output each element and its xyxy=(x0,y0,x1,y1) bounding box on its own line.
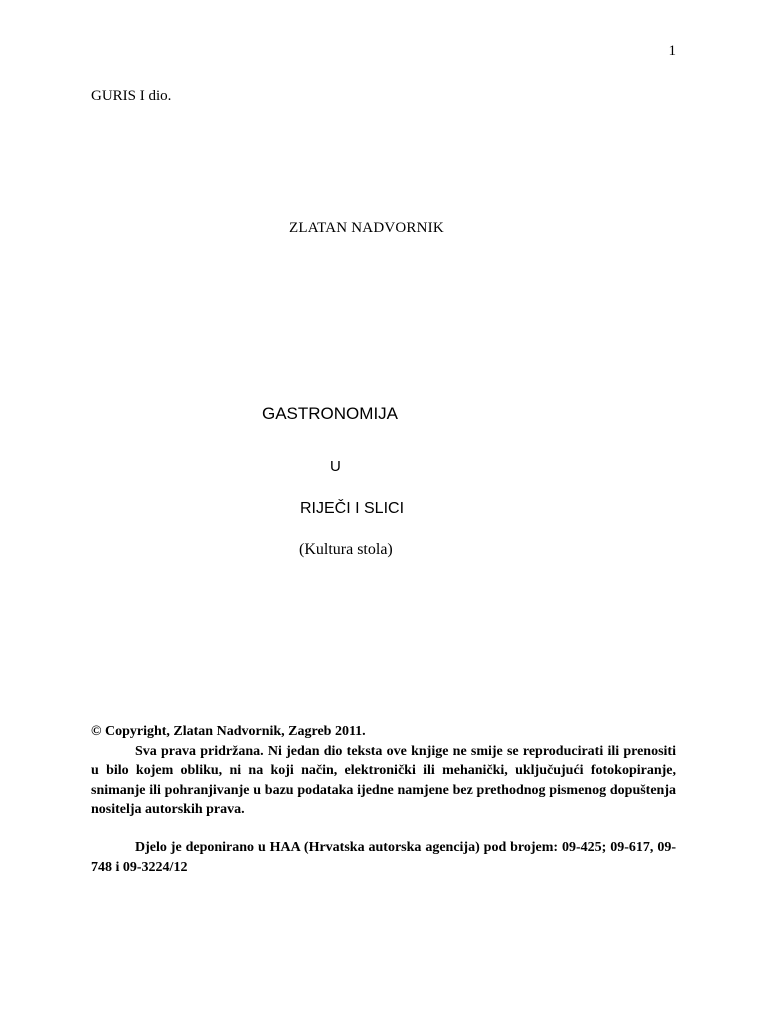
deposit-paragraph: Djelo je deponirano u HAA (Hrvatska autorska agencija) pod brojem: 09-425; 09-617, 09-748 i 09-3224/12 xyxy=(91,839,676,875)
book-title: GASTRONOMIJA xyxy=(262,404,399,423)
book-title-continuation: RIJEČI I SLICI xyxy=(300,500,405,517)
legal-notice xyxy=(91,722,676,877)
book-subtitle: (Kultura stola) xyxy=(299,541,393,558)
author-name: ZLATAN NADVORNIK xyxy=(289,220,444,236)
page-number: 1 xyxy=(668,43,676,59)
series-label: GURIS I dio. xyxy=(91,88,172,104)
rights-paragraph: Sva prava pridržana. Ni jedan dio teksta ove knjige ne smije se reproducirati ili prenositi u bilo kojem obliku, ni na koji način, elektronički ili mehanički, uključujući fotokopiranje, snimanje ili pohranjivanje u bazu podataka ijedne namjene bez prethodnog pismenog dopuštenja nositelja autorskih prava. xyxy=(91,743,676,818)
copyright-line: © Copyright, Zlatan Nadvornik, Zagreb 2011. xyxy=(91,724,366,739)
book-title-conjunction: U xyxy=(330,458,341,475)
